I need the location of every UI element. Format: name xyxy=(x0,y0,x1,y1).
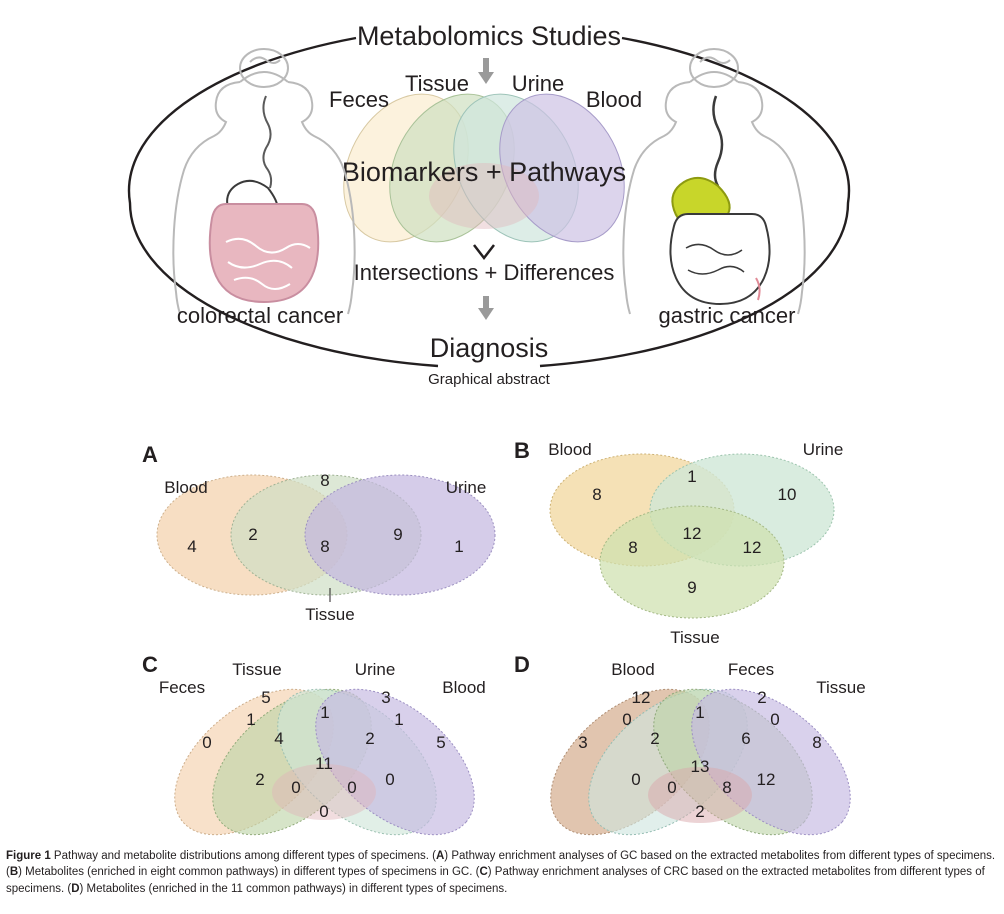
panel-a-value-center: 8 xyxy=(320,537,330,556)
panel-d-value-left: 3 xyxy=(578,733,588,752)
panel-c-value-fu: 2 xyxy=(255,770,265,789)
panel-b-letter: B xyxy=(514,438,530,463)
caption-a-text: ) Pathway enrichment analyses of GC based on the extracted metabolites from different types of specimens. ( xyxy=(6,850,996,879)
panel-c-value-fub: 0 xyxy=(291,778,301,797)
panel-c-value-tissue: 5 xyxy=(261,688,271,707)
panel-c-value-ub: 1 xyxy=(394,710,404,729)
panel-a-label-blood: Blood xyxy=(164,478,208,497)
abstract-center-text: Biomarkers + Pathways xyxy=(341,157,627,187)
panel-d-value-r1: 0 xyxy=(622,710,632,729)
panel-d-letter: D xyxy=(514,652,530,677)
panel-b-value-urine: 10 xyxy=(777,485,797,504)
abstract-label-urine: Urine xyxy=(511,71,565,96)
panel-a xyxy=(142,442,495,624)
caption-a-letter: A xyxy=(435,850,445,862)
caption-d-letter: D xyxy=(71,882,80,895)
panel-c-value-all: 11 xyxy=(315,754,333,773)
panel-d-value-r8: 12 xyxy=(756,770,776,789)
abstract-left-label: colorectal cancer xyxy=(176,303,344,328)
panel-d-value-r2: 1 xyxy=(695,703,705,722)
organ-colon-left xyxy=(210,204,319,302)
caption-b-text: ) Metabolites (enriched in eight common pathways) in different types of specimens in GC. ( xyxy=(18,866,480,879)
panel-c-value-ftb: 0 xyxy=(347,778,357,797)
panel-d-value-r6: 0 xyxy=(631,770,641,789)
panel-d-value-r10: 8 xyxy=(722,778,732,797)
caption-c-letter: C xyxy=(479,866,488,879)
panel-a-letter: A xyxy=(142,442,158,467)
panel-d xyxy=(514,652,877,848)
panel-a-label-tissue: Tissue xyxy=(305,605,355,624)
panel-c xyxy=(142,652,501,848)
caption-d-text: ) Metabolites (enriched in the 11 common pathways) in different types of specimens. xyxy=(79,882,508,895)
panel-d-value-r11: 2 xyxy=(695,802,705,821)
organ-intestine-right xyxy=(670,214,769,304)
panel-d-value-feces: 2 xyxy=(757,688,767,707)
panel-a-label-urine: Urine xyxy=(445,478,487,497)
panel-c-value-blood: 5 xyxy=(436,733,446,752)
abstract-label-tissue: Tissue xyxy=(405,71,469,96)
panel-a-value-blood-tissue: 2 xyxy=(248,525,258,544)
panel-d-value-tissue: 8 xyxy=(812,733,822,752)
panel-d-value-r5: 6 xyxy=(741,729,751,748)
panel-b-value-urine-tissue: 12 xyxy=(742,538,762,557)
panel-b-value-blood-urine: 1 xyxy=(687,467,697,486)
panel-c-label-feces: Feces xyxy=(158,678,206,697)
panel-b-value-center: 12 xyxy=(682,524,702,543)
panel-b-value-blood: 8 xyxy=(592,485,602,504)
panel-d-label-blood: Blood xyxy=(611,660,655,679)
abstract-middle-text: Intersections + Differences xyxy=(353,260,615,285)
panel-d-value-r4: 2 xyxy=(650,729,660,748)
panel-c-label-blood: Blood xyxy=(442,678,486,697)
chevron-down-icon xyxy=(474,245,494,258)
panel-b-set-tissue xyxy=(600,506,784,618)
arrow-down-icon-top xyxy=(478,58,494,84)
panel-a-value-blood: 4 xyxy=(187,537,197,556)
abstract-bottom-title: Diagnosis xyxy=(429,333,549,363)
panel-c-value-ftu: 4 xyxy=(274,729,284,748)
panel-d-label-feces: Feces xyxy=(727,660,775,679)
panel-c-value-tu: 1 xyxy=(320,703,330,722)
abstract-bottom-caption: Graphical abstract xyxy=(428,371,550,388)
caption-c-text: ) Pathway enrichment analyses of CRC based on the extracted metabolites from different types of specimens. ( xyxy=(6,866,985,895)
caption-b-letter: B xyxy=(9,866,19,879)
figure-caption xyxy=(6,848,996,897)
abstract-label-feces: Feces xyxy=(329,87,389,112)
caption-figure-number: Figure 1 xyxy=(6,850,51,862)
panel-d-value-r7: 13 xyxy=(690,757,710,776)
abstract-right-label: gastric cancer xyxy=(658,303,796,328)
panel-c-value-fb: 0 xyxy=(319,802,329,821)
panel-a-value-tissue-urine: 9 xyxy=(393,525,403,544)
panel-c-letter: C xyxy=(142,652,158,677)
abstract-label-blood: Blood xyxy=(585,87,643,112)
panel-a-value-urine: 1 xyxy=(454,537,464,556)
graphical-abstract xyxy=(129,21,849,388)
panel-c-value-urine: 3 xyxy=(381,688,391,707)
panel-b-label-tissue: Tissue xyxy=(670,628,720,647)
panel-d-label-tissue: Tissue xyxy=(816,678,866,697)
panel-d-value-blood: 12 xyxy=(631,688,651,707)
panel-d-value-r3: 0 xyxy=(770,710,780,729)
caption-intro: Pathway and metabolite distributions among different types of specimens. ( xyxy=(50,850,436,862)
panel-b-value-blood-tissue: 8 xyxy=(628,538,638,557)
panel-b-label-blood: Blood xyxy=(548,440,592,459)
panel-a-value-top: 8 xyxy=(320,471,330,490)
panel-c-value-tub: 2 xyxy=(365,729,375,748)
panel-b xyxy=(514,438,843,647)
panel-c-label-tissue: Tissue xyxy=(232,660,282,679)
abstract-title: Metabolomics Studies xyxy=(356,21,622,51)
panel-c-value-tb: 0 xyxy=(385,770,395,789)
panel-c-value-ft: 1 xyxy=(246,710,256,729)
panel-b-value-tissue: 9 xyxy=(687,578,697,597)
panel-c-label-urine: Urine xyxy=(354,660,396,679)
arrow-down-icon-bottom xyxy=(478,296,494,320)
panel-b-label-urine: Urine xyxy=(802,440,844,459)
organ-esophagus-right xyxy=(713,96,722,186)
panel-c-value-feces: 0 xyxy=(202,733,212,752)
panel-d-value-r9: 0 xyxy=(667,778,677,797)
